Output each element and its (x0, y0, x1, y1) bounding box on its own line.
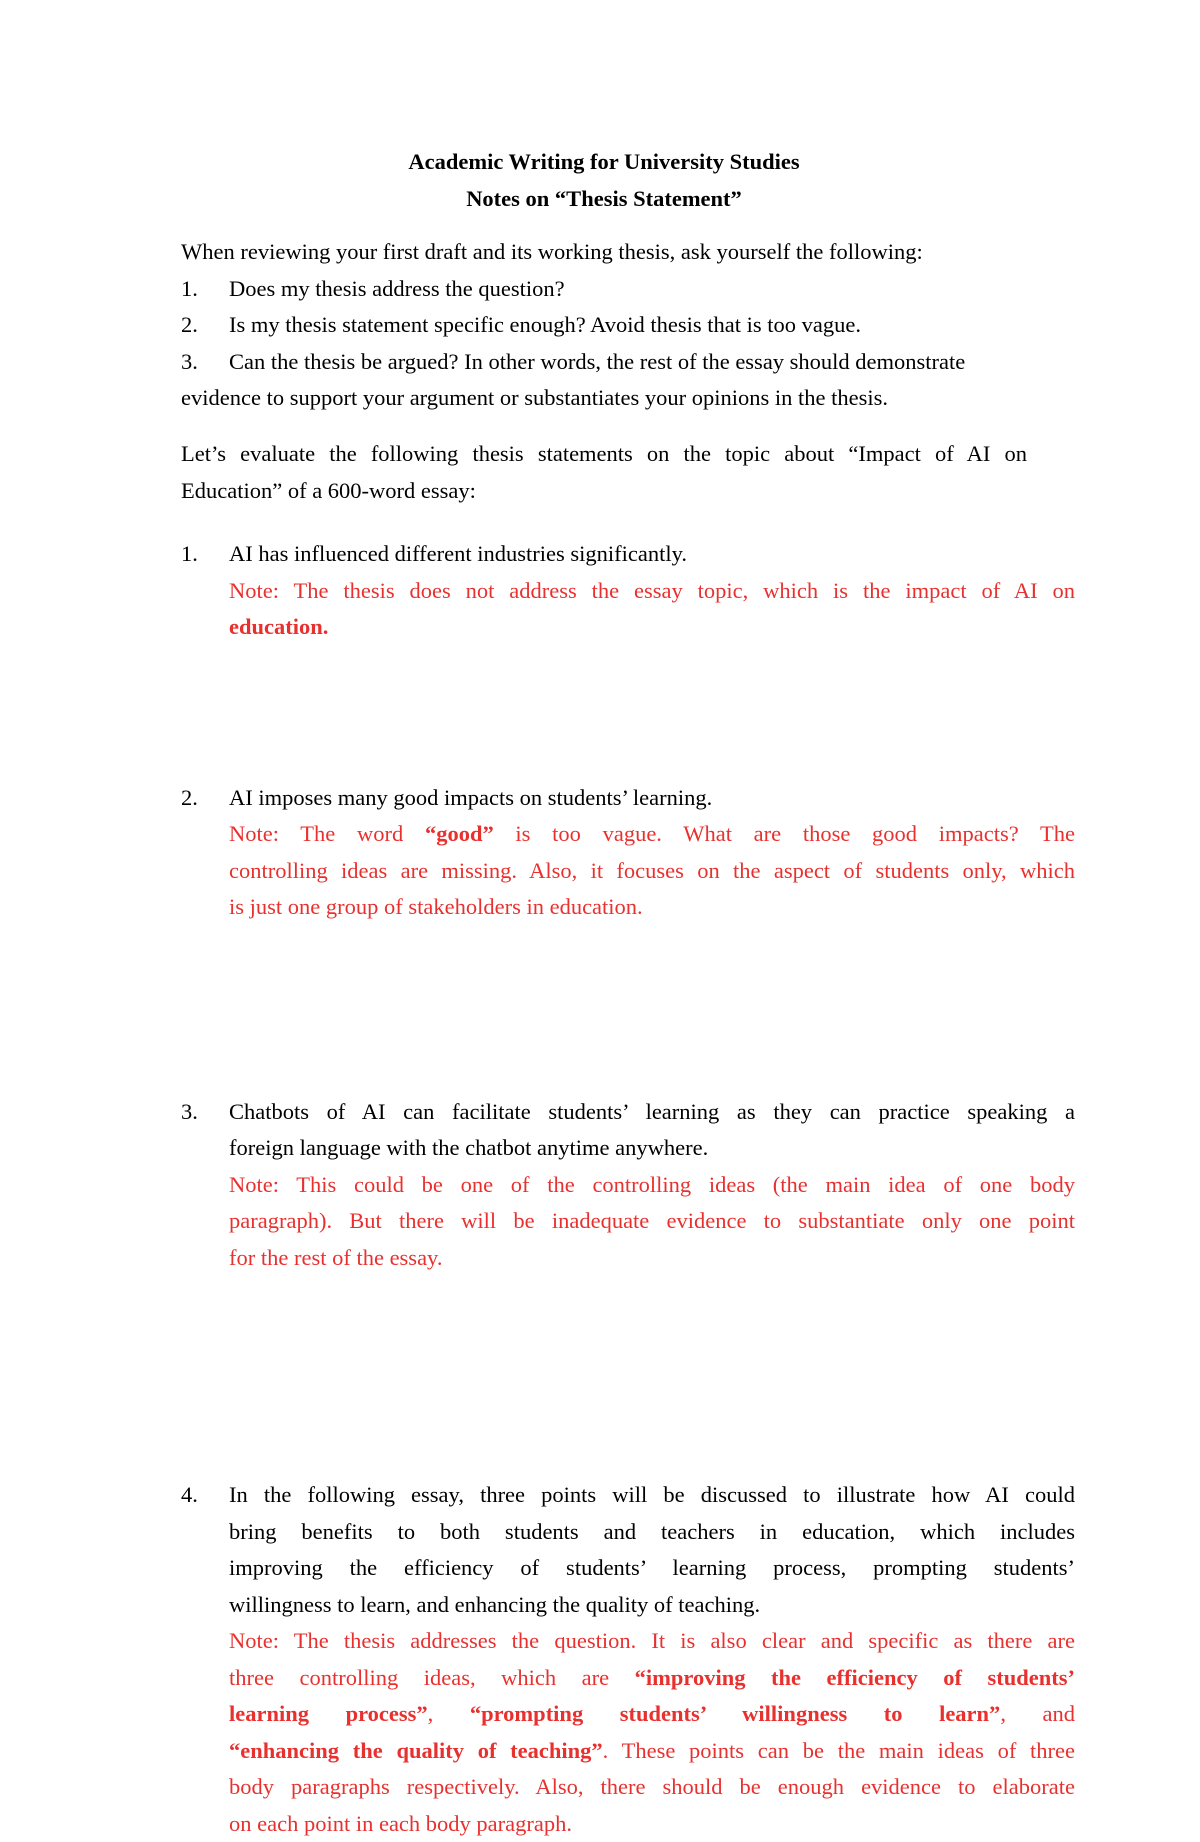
thesis-text: bring benefits to both students and teachers in education, which includes (229, 1514, 1075, 1551)
thesis-item-4 (181, 1477, 1075, 1842)
note-emphasis: “good” (425, 821, 494, 846)
note-text: , (428, 1701, 470, 1726)
note-line: body paragraphs respectively. Also, there should be enough evidence to elaborate (229, 1769, 1075, 1806)
thesis-text: foreign language with the chatbot anytime anywhere. (229, 1130, 1075, 1167)
evaluate-line-1: Let’s evaluate the following thesis statements on the topic about “Impact of AI on (181, 436, 1027, 473)
note-text: three controlling ideas, which are (229, 1665, 635, 1690)
thesis-item-3 (181, 1094, 1075, 1277)
thesis-item-1 (181, 536, 1075, 646)
thesis-text: Chatbots of AI can facilitate students’ learning as they can practice speaking a (229, 1094, 1075, 1131)
question-text: Is my thesis statement specific enough? Avoid thesis that is too vague. (229, 312, 861, 337)
note-line (229, 816, 1075, 853)
thesis-item-2 (181, 780, 1075, 926)
question-item (181, 271, 1027, 308)
item-number: 3. (181, 1094, 198, 1131)
question-number: 2. (181, 307, 198, 344)
note-text: , and (1000, 1701, 1075, 1726)
question-number: 1. (181, 271, 198, 308)
note-line (229, 1660, 1075, 1697)
item-number: 4. (181, 1477, 198, 1514)
document-page (181, 0, 1027, 803)
thesis-text: AI has influenced different industries significantly. (229, 536, 1075, 573)
question-continuation: evidence to support your argument or substantiates your opinions in the thesis. (181, 380, 1027, 417)
note-line (229, 609, 1075, 646)
question-item (181, 307, 1027, 344)
title-line-1: Academic Writing for University Studies (181, 144, 1027, 181)
document-title (181, 144, 1027, 217)
note-emphasis: “enhancing the quality of teaching” (229, 1738, 603, 1763)
intro-section (181, 234, 1027, 417)
note-emphasis: “prompting students’ willingness to learn” (470, 1701, 1000, 1726)
note-text: Note: The word (229, 821, 425, 846)
note-line (229, 1696, 1075, 1733)
question-text: Can the thesis be argued? In other words, the rest of the essay should demonstrate (229, 349, 965, 374)
item-number: 2. (181, 780, 198, 817)
thesis-text: willingness to learn, and enhancing the quality of teaching. (229, 1587, 1075, 1624)
note-emphasis: learning process” (229, 1701, 428, 1726)
evaluate-paragraph (181, 436, 1027, 509)
question-number: 3. (181, 344, 198, 381)
note-line: for the rest of the essay. (229, 1240, 1075, 1277)
note-line: paragraph). But there will be inadequate evidence to substantiate only one point (229, 1203, 1075, 1240)
note-line: Note: The thesis does not address the essay topic, which is the impact of AI on (229, 573, 1075, 610)
thesis-text: improving the efficiency of students’ learning process, prompting students’ (229, 1550, 1075, 1587)
note-line: controlling ideas are missing. Also, it focuses on the aspect of students only, which (229, 853, 1075, 890)
note-emphasis: education. (229, 614, 328, 639)
question-item (181, 344, 1027, 381)
intro-lead: When reviewing your first draft and its working thesis, ask yourself the following: (181, 234, 1027, 271)
question-text: Does my thesis address the question? (229, 276, 565, 301)
note-line: is just one group of stakeholders in education. (229, 889, 1075, 926)
item-number: 1. (181, 536, 198, 573)
note-line (229, 1733, 1075, 1770)
note-line: Note: This could be one of the controlling ideas (the main idea of one body (229, 1167, 1075, 1204)
note-emphasis: “improving the efficiency of students’ (635, 1665, 1075, 1690)
note-text: is too vague. What are those good impacts? The (494, 821, 1075, 846)
thesis-text: In the following essay, three points will be discussed to illustrate how AI could (229, 1477, 1075, 1514)
note-line: on each point in each body paragraph. (229, 1806, 1075, 1842)
thesis-text: AI imposes many good impacts on students’ learning. (229, 780, 1075, 817)
evaluate-line-2: Education” of a 600-word essay: (181, 473, 1027, 510)
title-line-2: Notes on “Thesis Statement” (181, 181, 1027, 218)
note-text: . These points can be the main ideas of three (603, 1738, 1075, 1763)
note-line: Note: The thesis addresses the question. It is also clear and specific as there are (229, 1623, 1075, 1660)
